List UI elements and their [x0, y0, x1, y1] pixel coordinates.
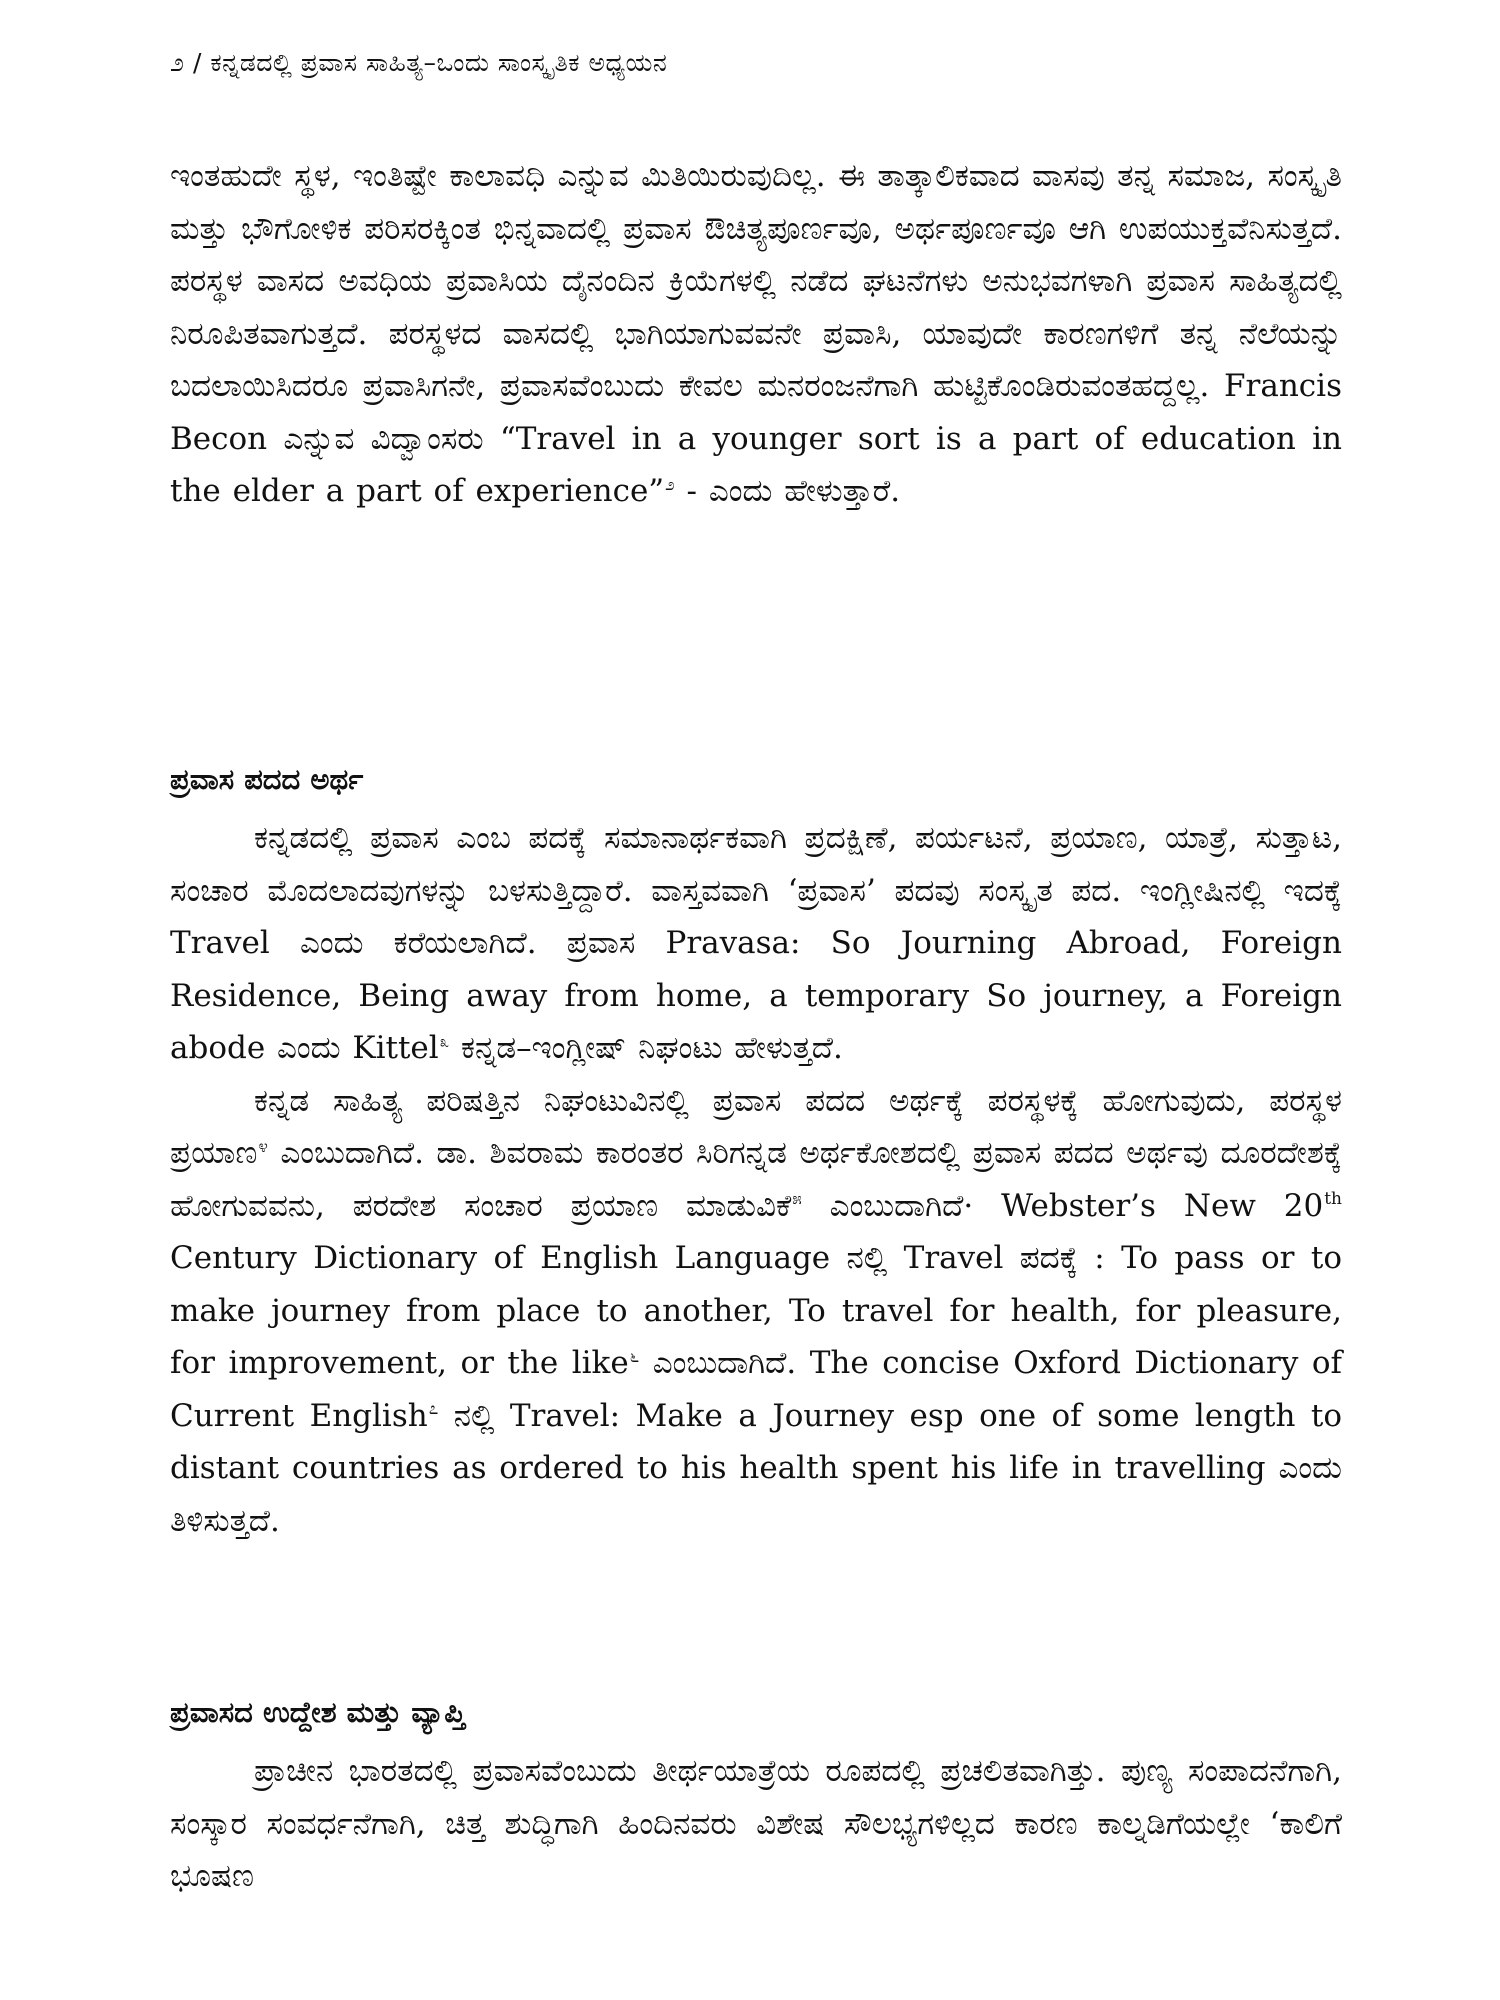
- paragraph-meaning: [170, 812, 1342, 1547]
- footnote-marker: ೭: [428, 1399, 439, 1420]
- paragraph-dictionaries-text: [170, 1075, 1342, 1548]
- paragraph-dictionaries-seg1: ಕನ್ನಡ ಸಾಹಿತ್ಯ ಪರಿಷತ್ತಿನ ನಿಘಂಟುವಿನಲ್ಲಿ ಪ್ರವಾಸ ಪದದ ಅರ್ಥಕ್ಕೆ ಪರಸ್ಥಳಕ್ಕೆ ಹೋಗುವುದು, ಪರಸ್ಥಳ ಪ್ರಯಾಣ: [170, 1082, 1342, 1171]
- paragraph-meaning-body: ಕನ್ನಡದಲ್ಲಿ ಪ್ರವಾಸ ಎಂಬ ಪದಕ್ಕೆ ಸಮಾನಾರ್ಥಕವಾಗಿ ಪ್ರದಕ್ಷಿಣೆ, ಪರ್ಯಟನೆ, ಪ್ರಯಾಣ, ಯಾತ್ರೆ, ಸುತ್ತಾಟ, ಸಂಚಾರ ಮೊದಲಾದವುಗಳನ್ನು ಬಳಸುತ್ತಿದ್ದಾರೆ. ವಾಸ್ತವವಾಗಿ ‘ಪ್ರವಾಸ’ ಪದವು ಸಂಸ್ಕೃತ ಪದ. ಇಂಗ್ಲೀಷಿನಲ್ಲಿ ಇದಕ್ಕೆ Travel ಎಂದು ಕರೆಯಲಾಗಿದೆ. ಪ್ರವಾಸ Pravasa: So Journing Abroad, Foreign Residence, Being away from home, a temporary So journey, a Foreign abode ಎಂದು Kittel: [170, 820, 1342, 1066]
- paragraph-intro-tail: - ಎಂದು ಹೇಳುತ್ತಾರೆ.: [674, 473, 901, 509]
- paragraph-dictionaries-seg2: ಎಂಬುದಾಗಿದೆ. ಡಾ. ಶಿವರಾಮ ಕಾರಂತರ ಸಿರಿಗನ್ನಡ ಅರ್ಥಕೋಶದಲ್ಲಿ ಪ್ರವಾಸ ಪದದ ಅರ್ಥವು ದೂರದೇಶಕ್ಕೆ ಹೋಗುವವನು, ಪರದೇಶ ಸಂಚಾರ ಪ್ರಯಾಣ ಮಾಡುವಿಕೆ: [170, 1135, 1342, 1224]
- paragraph-dictionaries-seg4: Century Dictionary of English Language ನಲ್ಲಿ Travel ಪದಕ್ಕೆ : To pass or to make journey from place to another, To travel for health, for pleasure, for improvement, or the like: [170, 1240, 1342, 1381]
- footnote-marker: ೬: [629, 1346, 640, 1367]
- footnote-marker: ೪: [258, 1136, 268, 1157]
- paragraph-dictionaries-seg5: ಎಂಬುದಾಗಿದೆ. The concise Oxford Dictionary of Current English: [170, 1345, 1342, 1434]
- ordinal-suffix: th: [1324, 1189, 1342, 1210]
- footnote-marker: ೩: [439, 1031, 450, 1052]
- footnote-marker: ೫: [792, 1189, 802, 1210]
- footnote-marker: ೨: [665, 474, 675, 495]
- paragraph-dictionaries-seg3: ಎಂಬುದಾಗಿದೆ· Webster’s New 20: [801, 1187, 1324, 1224]
- paragraph-meaning-tail: ಕನ್ನಡ–ಇಂಗ್ಲೀಷ್ ನಿಘಂಟು ಹೇಳುತ್ತದೆ.: [449, 1030, 843, 1066]
- section-heading-meaning: ಪ್ರವಾಸ ಪದದ ಅರ್ಥ: [170, 762, 364, 796]
- paragraph-intro-text: [170, 150, 1342, 518]
- running-head: ೨ / ಕನ್ನಡದಲ್ಲಿ ಪ್ರವಾಸ ಸಾಹಿತ್ಯ–ಒಂದು ಸಾಂಸ್ಕೃತಿಕ ಅಧ್ಯಯನ: [170, 48, 668, 77]
- paragraph-intro-body: ಇಂತಹುದೇ ಸ್ಥಳ, ಇಂತಿಷ್ಟೇ ಕಾಲಾವಧಿ ಎನ್ನುವ ಮಿತಿಯಿರುವುದಿಲ್ಲ. ಈ ತಾತ್ಕಾಲಿಕವಾದ ವಾಸವು ತನ್ನ ಸಮಾಜ, ಸಂಸ್ಕೃತಿ ಮತ್ತು ಭೌಗೋಳಿಕ ಪರಿಸರಕ್ಕಿಂತ ಭಿನ್ನವಾದಲ್ಲಿ ಪ್ರವಾಸ ಔಚಿತ್ಯಪೂರ್ಣವೂ, ಅರ್ಥಪೂರ್ಣವೂ ಆಗಿ ಉಪಯುಕ್ತವೆನಿಸುತ್ತದೆ. ಪರಸ್ಥಳ ವಾಸದ ಅವಧಿಯ ಪ್ರವಾಸಿಯ ದೈನಂದಿನ ಕ್ರಿಯೆಗಳಲ್ಲಿ ನಡೆದ ಘಟನೆಗಳು ಅನುಭವಗಳಾಗಿ ಪ್ರವಾಸ ಸಾಹಿತ್ಯದಲ್ಲಿ ನಿರೂಪಿತವಾಗುತ್ತದೆ. ಪರಸ್ಥಳದ ವಾಸದಲ್ಲಿ ಭಾಗಿಯಾಗುವವನೇ ಪ್ರವಾಸಿ, ಯಾವುದೇ ಕಾರಣಗಳಿಗೆ ತನ್ನ ನೆಲೆಯನ್ನು ಬದಲಾಯಿಸಿದರೂ ಪ್ರವಾಸಿಗನೇ, ಪ್ರವಾಸವೆಂಬುದು ಕೇವಲ ಮನರಂಜನೆಗಾಗಿ ಹುಟ್ಟಿಕೊಂಡಿರುವಂತಹದ್ದಲ್ಲ. Francis Becon ಎನ್ನುವ ವಿದ್ವಾಂಸರು “Travel in a younger sort is a part of education in the elder a part of experience”: [170, 158, 1342, 509]
- section-heading-purpose: ಪ್ರವಾಸದ ಉದ್ದೇಶ ಮತ್ತು ವ್ಯಾಪ್ತಿ: [170, 1695, 466, 1729]
- paragraph-meaning-text: [170, 812, 1342, 1075]
- paragraph-dictionaries-seg6: ನಲ್ಲಿ Travel: Make a Journey esp one of some length to distant countries as ordered to his health spent his life in travelling ಎಂದು ತಿಳಿಸುತ್ತದೆ.: [170, 1397, 1343, 1539]
- paragraph-purpose-text: ಪ್ರಾಚೀನ ಭಾರತದಲ್ಲಿ ಪ್ರವಾಸವೆಂಬುದು ತೀರ್ಥಯಾತ್ರೆಯ ರೂಪದಲ್ಲಿ ಪ್ರಚಲಿತವಾಗಿತ್ತು. ಪುಣ್ಯ ಸಂಪಾದನೆಗಾಗಿ, ಸಂಸ್ಕಾರ ಸಂವರ್ಧನೆಗಾಗಿ, ಚಿತ್ತ ಶುದ್ಧಿಗಾಗಿ ಹಿಂದಿನವರು ವಿಶೇಷ ಸೌಲಭ್ಯಗಳಿಲ್ಲದ ಕಾರಣ ಕಾಲ್ನಡಿಗೆಯಲ್ಲೇ ‘ಕಾಲಿಗೆ ಭೂಷಣ: [170, 1753, 1342, 1894]
- paragraph-purpose: [170, 1745, 1342, 1903]
- paragraph-intro: [170, 150, 1342, 518]
